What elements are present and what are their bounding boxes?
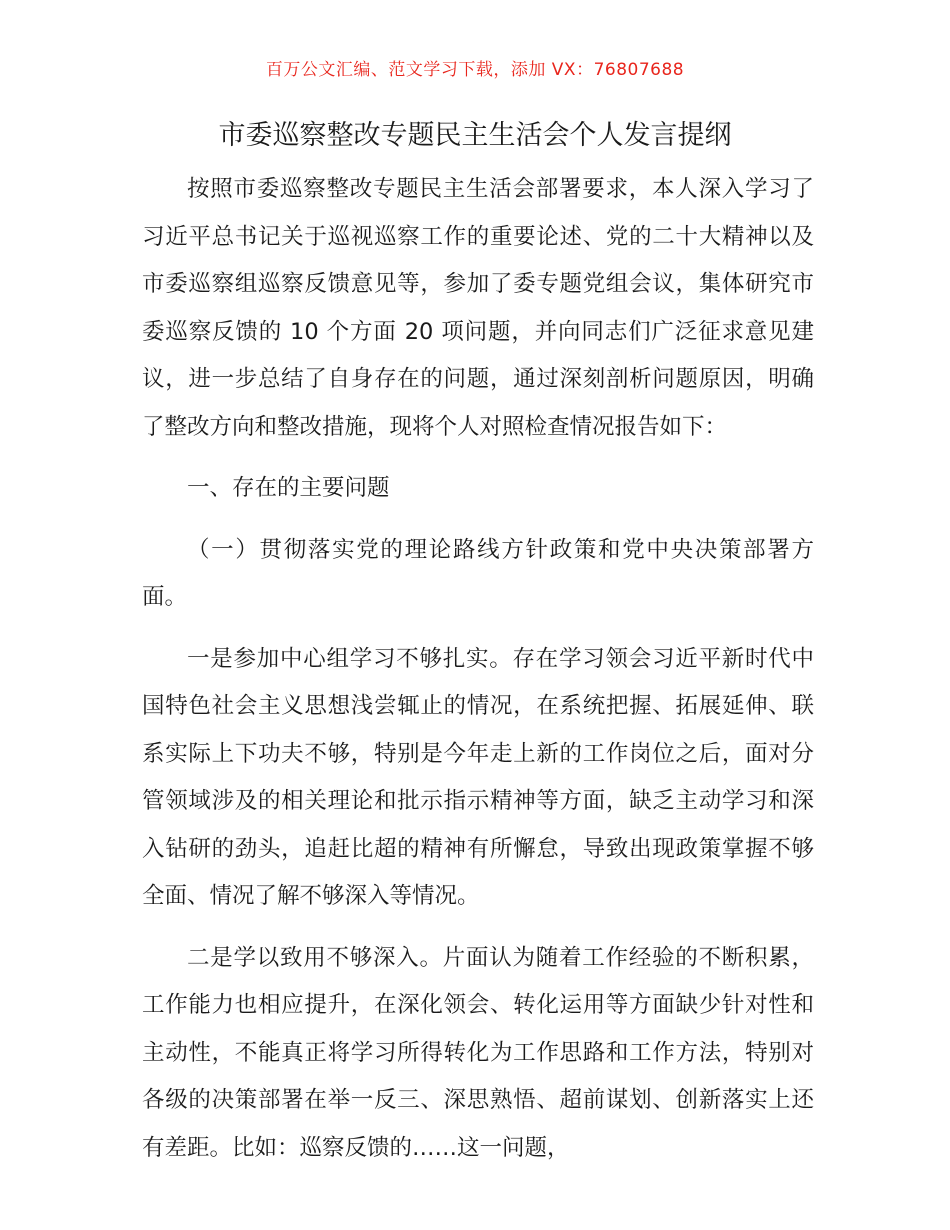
subsection-heading: （一）贯彻落实党的理论路线方针政策和党中央决策部署方面。 (142, 536, 814, 610)
document-body (142, 166, 814, 1172)
intro-paragraph: 按照市委巡察整改专题民主生活会部署要求，本人深入学习了习近平总书记关于巡视巡察工作的重要论述、党的二十大精神以及市委巡察组巡察反馈意见等，参加了委专题党组会议，集体研究市委巡察反馈的 10 个方面 20 项问题，并向同志们广泛征求意见建议，进一步总结了自身存在的问题，通过深刻剖析问题原因，明确了整改方向和整改措施，现将个人对照检查情况报告如下： (142, 176, 814, 440)
document-title: 市委巡察整改专题民主生活会个人发言提纲 (218, 120, 732, 151)
download-watermark-note: 百万公文汇编、范文学习下载，添加 VX：76807688 (265, 60, 685, 80)
section-heading: 一、存在的主要问题 (187, 475, 390, 501)
problem-paragraph-2: 二是学以致用不够深入。片面认为随着工作经验的不断积累，工作能力也相应提升，在深化领会、转化运用等方面缺少针对性和主动性，不能真正将学习所得转化为工作思路和工作方法，特别对各级的决策部署在举一反三、深思熟悟、超前谋划、创新落实上还有差距。比如：巡察反馈的……这一问题， (142, 944, 814, 1161)
problem-paragraph-1: 一是参加中心组学习不够扎实。存在学习领会习近平新时代中国特色社会主义思想浅尝辄止的情况，在系统把握、拓展延伸、联系实际上下功夫不够，特别是今年走上新的工作岗位之后，面对分管领域涉及的相关理论和批示指示精神等方面，缺乏主动学习和深入钻研的劲头，追赶比超的精神有所懈怠，导致出现政策掌握不够全面、情况了解不够深入等情况。 (142, 645, 814, 909)
